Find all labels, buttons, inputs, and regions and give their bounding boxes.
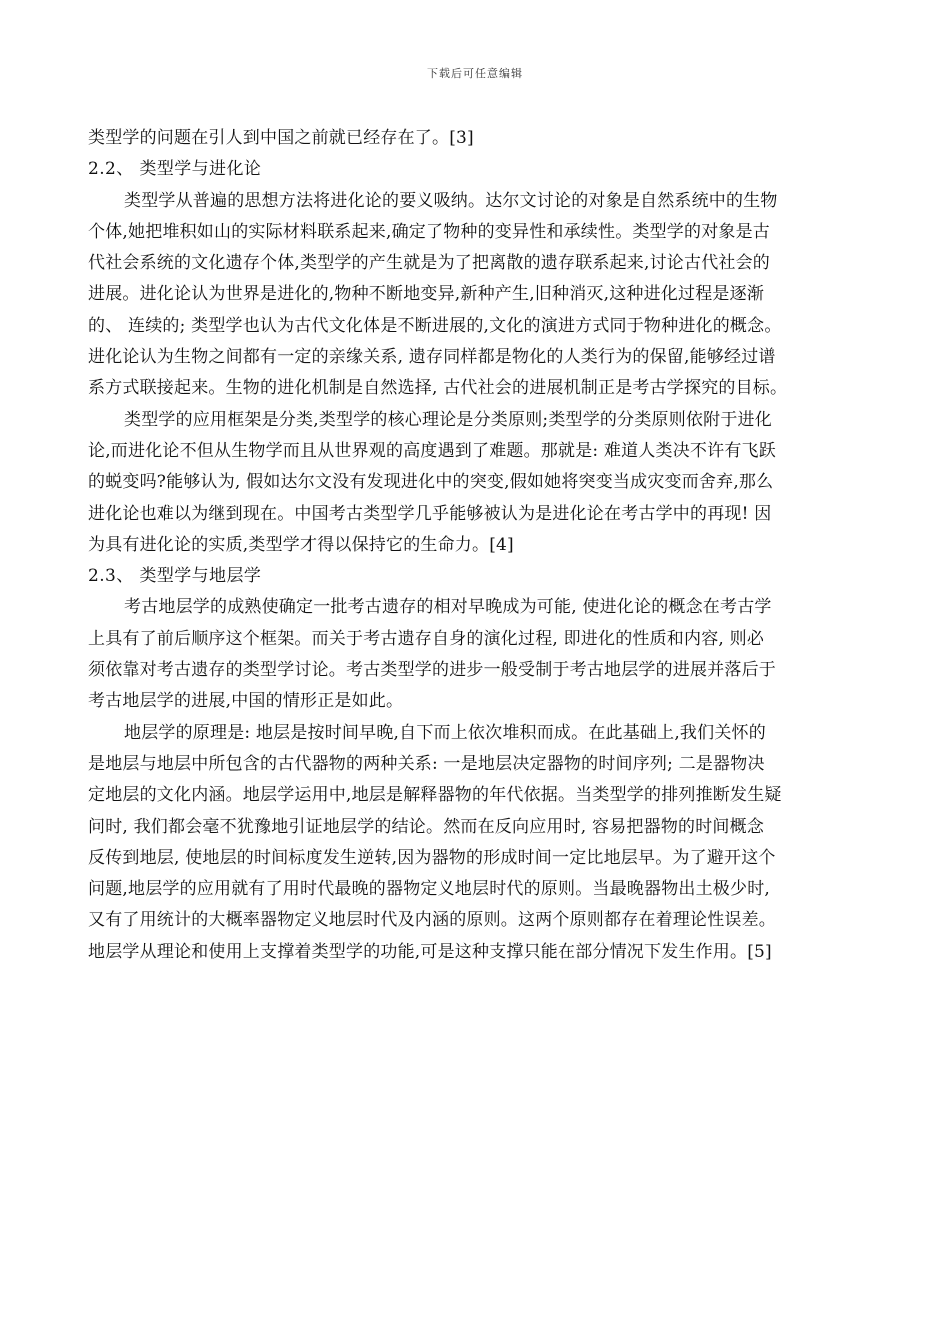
text-line: 考古地层学的进展,中国的情形正是如此。	[88, 691, 404, 712]
text-line: 地层学从理论和使用上支撑着类型学的功能,可是这种支撑只能在部分情况下发生作用。[5]	[88, 941, 772, 962]
text-line: 个体,她把堆积如山的实际材料联系起来,确定了物种的变异性和承续性。类型学的对象是古	[88, 221, 771, 242]
text-line: 的蜕变吗?能够认为, 假如达尔文没有发现进化中的突变,假如她将突变当成灾变而舍弃,那么	[88, 472, 774, 493]
text-line: 类型学从普遍的思想方法将进化论的要义吸纳。达尔文讨论的对象是自然系统中的生物	[124, 190, 778, 211]
text-line: 地层学的原理是: 地层是按时间早晚,自下而上依次堆积而成。在此基础上,我们关怀的	[124, 722, 766, 743]
document-body	[88, 123, 878, 968]
text-line: 类型学的问题在引人到中国之前就已经存在了。[3]	[88, 128, 474, 148]
text-line: 定地层的文化内涵。地层学运用中,地层是解释器物的年代依据。当类型学的排列推断发生疑	[88, 785, 782, 806]
text-line: 代社会系统的文化遗存个体,类型学的产生就是为了把离散的遗存联系起来,讨论古代社会的	[88, 253, 771, 274]
text-line: 须依靠对考古遗存的类型学讨论。考古类型学的进步一般受制于考古地层学的进展并落后于	[88, 660, 776, 681]
text-line: 论,而进化论不但从生物学而且从世界观的高度遇到了难题。那就是: 难道人类决不许有飞跃	[88, 440, 776, 461]
text-line: 系方式联接起来。生物的进化机制是自然选择, 古代社会的进展机制正是考古学探究的目标。	[88, 378, 788, 399]
text-line: 进展。进化论认为世界是进化的,物种不断地变异,新种产生,旧种消灭,这种进化过程是逐渐	[88, 284, 765, 305]
text-line: 是地层与地层中所包含的古代器物的两种关系: 一是地层决定器物的时间序列; 二是器物决	[88, 753, 765, 774]
text-line: 上具有了前后顺序这个框架。而关于考古遗存自身的演化过程, 即进化的性质和内容, 则必	[88, 628, 765, 649]
text-line: 考古地层学的成熟使确定一批考古遗存的相对早晚成为可能, 使进化论的概念在考古学	[124, 597, 772, 618]
text-line: 问时, 我们都会毫不犹豫地引证地层学的结论。然而在反向应用时, 容易把器物的时间概念	[88, 816, 765, 837]
text-line: 问题,地层学的应用就有了用时代最晚的器物定义地层时代的原则。当最晚器物出土极少时,	[88, 879, 771, 900]
text-line: 的、 连续的; 类型学也认为古代文化体是不断进展的,文化的演进方式同于物种进化的概念。	[88, 315, 782, 336]
text-line: 进化论认为生物之间都有一定的亲缘关系, 遗存同样都是物化的人类行为的保留,能够经过谱	[88, 347, 776, 368]
section-heading: 2.3、 类型学与地层学	[88, 566, 262, 587]
page-header: 下载后可任意编辑	[427, 67, 523, 80]
text-line: 反传到地层, 使地层的时间标度发生逆转,因为器物的形成时间一定比地层早。为了避开这个	[88, 847, 776, 868]
text-line: 进化论也难以为继到现在。中国考古类型学几乎能够被认为是进化论在考古学中的再现! 因	[88, 503, 772, 524]
section-heading: 2.2、 类型学与进化论	[88, 159, 262, 180]
text-line: 类型学的应用框架是分类,类型学的核心理论是分类原则;类型学的分类原则依附于进化	[124, 409, 772, 430]
text-line: 又有了用统计的大概率器物定义地层时代及内涵的原则。这两个原则都存在着理论性误差。	[88, 910, 776, 931]
text-line: 为具有进化论的实质,类型学才得以保持它的生命力。[4]	[88, 534, 514, 555]
